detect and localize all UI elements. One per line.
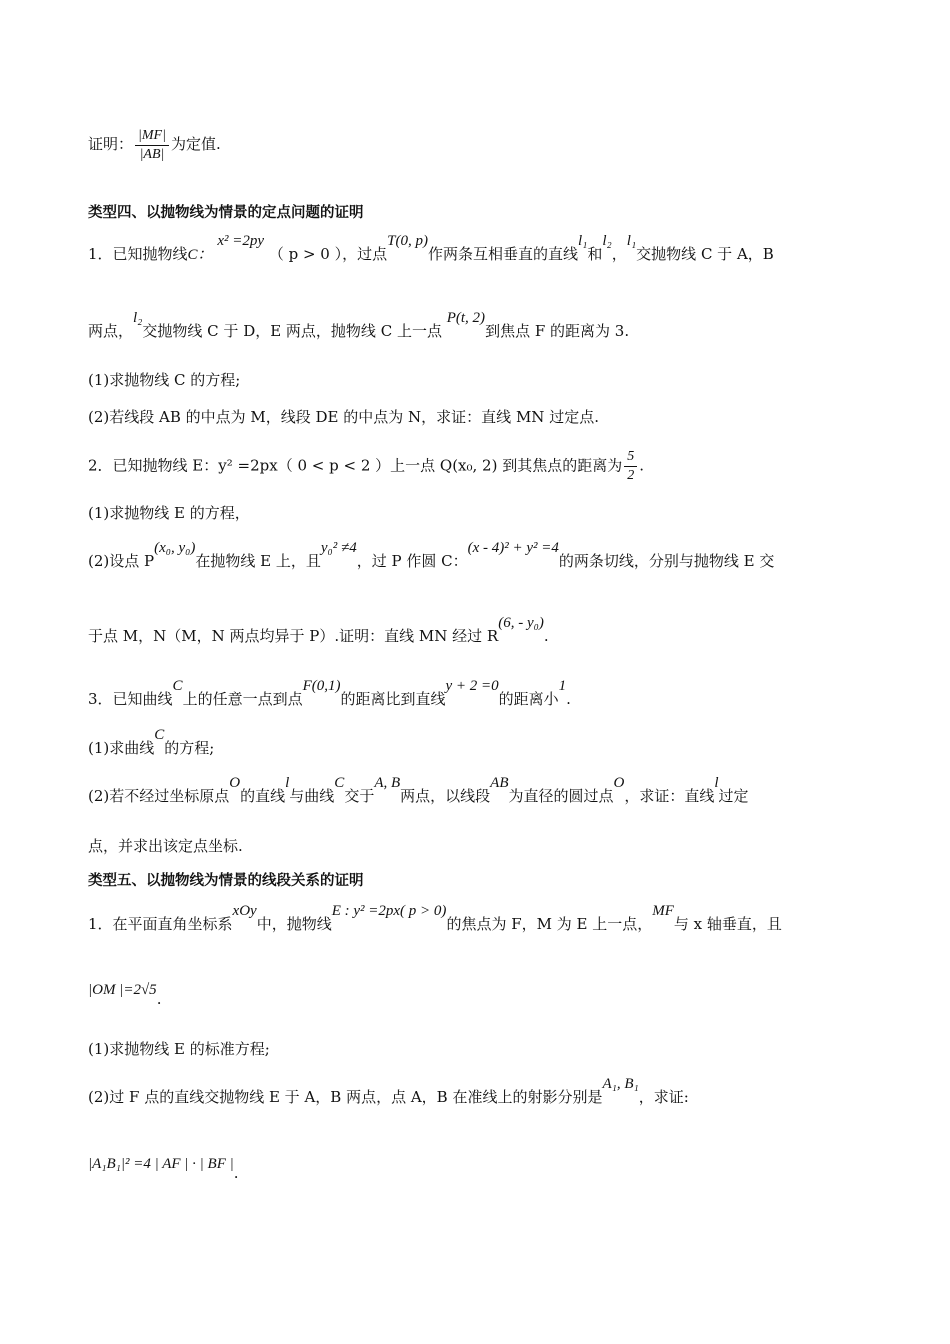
math-run: E : y² =2px( p > 0) [331, 903, 447, 919]
text-run: 两点， [88, 322, 134, 340]
math-run: x² =2py [217, 233, 265, 249]
text-run: 与曲线 [289, 787, 335, 805]
text-run: 为直径的圆过点 [508, 787, 614, 805]
math-run: xOy [232, 903, 257, 919]
text-run: ，过 P 作圆 C： [356, 552, 468, 570]
text-run: 的两条切线，分别与抛物线 E 交 [558, 552, 775, 570]
math-run: 1 [558, 678, 567, 694]
text-run: . [233, 1164, 239, 1182]
fraction-denominator: 2 [627, 468, 635, 483]
intro-fraction [135, 127, 169, 164]
fraction-numerator: 5 [624, 448, 637, 467]
intro-line [88, 120, 858, 168]
text-run: 3．已知曲线 [88, 690, 173, 708]
section4-heading: 类型四、以抛物线为情景的定点问题的证明 [88, 205, 364, 221]
math-run: y₀² ≠4 [320, 540, 357, 556]
s4-p1-line2 [88, 310, 858, 343]
math-run: T(0, p) [387, 233, 428, 249]
text-run: y² =2px（ 0 < p < 2 ）上一点 Q(x₀, 2) 到其焦点的距离为 [218, 456, 623, 475]
text-run: 的距离比到直线 [340, 690, 446, 708]
math-run: l₂ [133, 310, 143, 326]
text-run: 与 x 轴垂直，且 [673, 915, 782, 933]
intro-prefix: 证明： [88, 135, 134, 153]
math-run: F(0,1) [302, 678, 341, 694]
text-run: 的焦点为 F，M 为 E 上一点， [446, 915, 653, 933]
section5-heading: 类型五、以抛物线为情景的线段关系的证明 [88, 873, 364, 889]
math-run: P(t, 2) [446, 310, 486, 326]
math-run: (x₀, y₀) [154, 540, 196, 556]
math-run: l₁ [577, 233, 588, 249]
text-run: 2．已知抛物线 E： [88, 456, 219, 475]
math-run: l₁ [626, 233, 637, 249]
fraction-denominator: |AB| [139, 146, 165, 162]
math-run: l₂ [602, 233, 612, 249]
text-run: 交于 [344, 787, 375, 805]
text-run: (1)求曲线 [88, 739, 155, 757]
fraction-numerator: |MF| [135, 127, 169, 146]
s4-p3-q2-line1 [88, 775, 858, 808]
text-run: 中，抛物线 [256, 915, 332, 933]
text-run: 在抛物线 E 上，且 [195, 552, 321, 570]
text-run: 1．在平面直角坐标系 [88, 915, 233, 933]
text-run: 过定 [718, 787, 749, 805]
math-run: A₁, B₁ [602, 1076, 639, 1092]
math-run: AB [490, 775, 509, 791]
text-run: 交抛物线 C 于 D，E 两点，抛物线 C 上一点 [142, 322, 442, 340]
s5-p1-q2-line2 [88, 1152, 858, 1182]
math-run: l [714, 775, 719, 791]
text-run: 两点，以线段 [400, 787, 491, 805]
math-run: C： [187, 247, 213, 263]
s5-p1-line2 [88, 978, 858, 1008]
five-halves-fraction [624, 448, 637, 485]
text-run: (2)若不经过坐标原点 [88, 787, 230, 805]
math-run: C [172, 678, 183, 694]
intro-suffix: 为定值. [170, 135, 221, 153]
text-run: 上的任意一点到点 [182, 690, 303, 708]
math-run: |A₁B₁|² =4 | AF | · | BF | [88, 1156, 234, 1172]
s4-p2-q2-line2 [88, 615, 858, 648]
s4-p3-q1 [88, 727, 858, 760]
math-run: O [229, 775, 241, 791]
s4-p2-q1: (1)求抛物线 E 的方程， [88, 504, 250, 522]
math-run: C [334, 775, 345, 791]
s5-p1-q2-line1 [88, 1076, 858, 1109]
text-run: 和 [587, 245, 603, 263]
text-run: 到焦点 F 的距离为 3. [485, 322, 630, 340]
text-run: 作两条互相垂直的直线 [427, 245, 578, 263]
text-run: . [639, 456, 645, 475]
s4-p1-line1 [88, 233, 858, 266]
text-run: ， [611, 245, 627, 263]
s4-p2-line1 [88, 448, 858, 482]
text-run: . [156, 990, 162, 1008]
math-run: MF [652, 903, 674, 919]
math-run: l [285, 775, 290, 791]
math-run: C [154, 727, 165, 743]
math-run: (6, - y₀) [498, 615, 544, 631]
text-run: 交抛物线 C 于 A，B [636, 245, 774, 263]
text-run: 的方程; [164, 739, 215, 757]
s4-p3-q2-line2: 点，并求出该定点坐标. [88, 837, 243, 855]
s4-p1-q1: (1)求抛物线 C 的方程; [88, 371, 241, 389]
math-run: O [613, 775, 625, 791]
s4-p1-q2: (2)若线段 AB 的中点为 M，线段 DE 的中点为 N，求证：直线 MN 过定点. [88, 408, 599, 426]
text-run: . [543, 627, 549, 645]
text-run: (2)设点 P [88, 552, 155, 570]
s4-p3-line1 [88, 678, 858, 711]
s5-p1-line1 [88, 903, 858, 936]
text-run: 1．已知抛物线 [88, 245, 188, 263]
text-run: ，求证: [638, 1088, 689, 1106]
text-run: 于点 M，N（M，N 两点均异于 P）.证明：直线 MN 经过 R [88, 627, 499, 645]
math-run: y + 2 =0 [445, 678, 499, 694]
text-run: . [566, 690, 571, 708]
s4-p2-q2-line1 [88, 540, 858, 573]
text-run: 的距离小 [498, 690, 559, 708]
math-run: (x - 4)² + y² =4 [467, 540, 559, 556]
s5-p1-q1: (1)求抛物线 E 的标准方程; [88, 1040, 270, 1058]
text-run: (2)过 F 点的直线交抛物线 E 于 A，B 两点，点 A，B 在准线上的射影分别是 [88, 1088, 603, 1106]
math-run: A, B [374, 775, 401, 791]
text-run: 的直线 [240, 787, 286, 805]
text-run: ，求证：直线 [624, 787, 715, 805]
math-run: |OM |=2√5 [88, 982, 157, 998]
text-run: （ p > 0 ），过点 [268, 245, 388, 263]
